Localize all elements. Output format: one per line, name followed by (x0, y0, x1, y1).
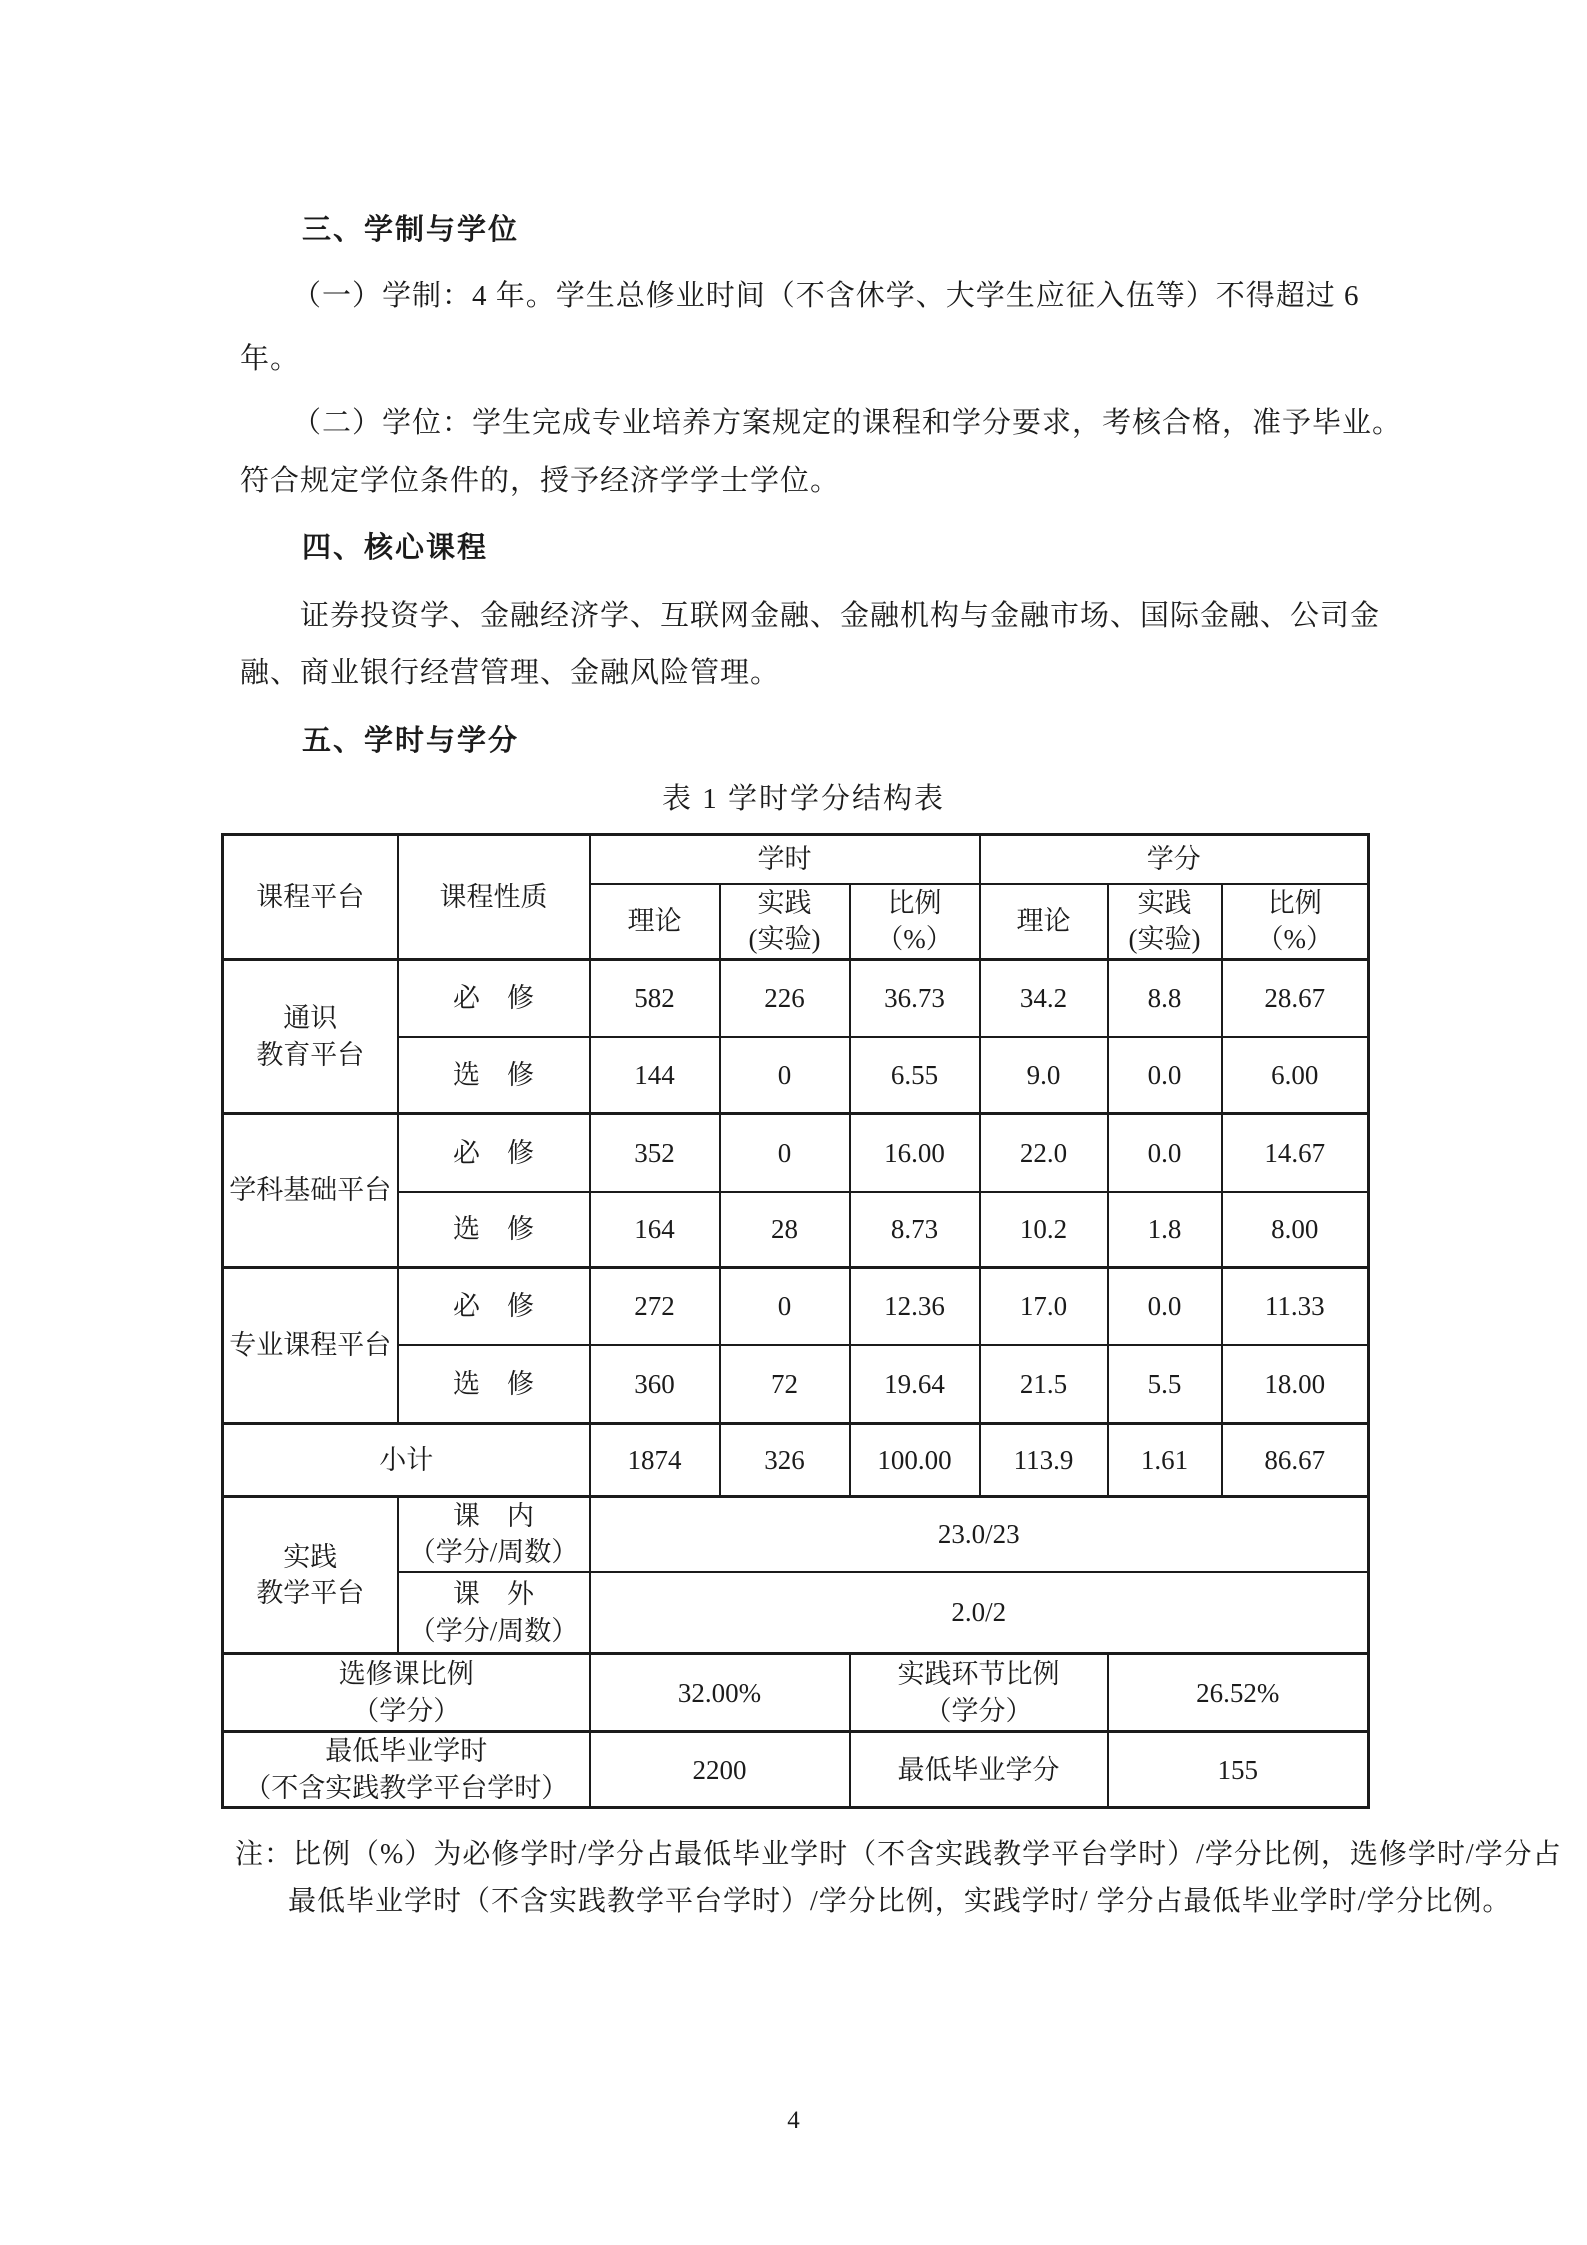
cell-practice-in-label (398, 1497, 590, 1572)
header-hours-practice-line-1: 实践 (757, 887, 812, 918)
cell-value: 11.33 (1222, 1268, 1369, 1345)
header-credits-ratio-line-1: 比例 (1267, 887, 1322, 918)
cell-practice-ratio-value: 26.52% (1108, 1654, 1369, 1732)
cell-value: 10.2 (980, 1192, 1108, 1268)
cell-subtotal-label: 小计 (223, 1424, 590, 1497)
cell-value: 36.73 (850, 960, 980, 1037)
para-core-line-2: 融、商业银行经营管理、金融风险管理。 (240, 657, 781, 689)
cell-practice-out-label-line-1: 课 外 (453, 1579, 534, 1610)
para-xuewei-line-2: 符合规定学位条件的，授予经济学学士学位。 (240, 465, 841, 497)
cell-value: 28 (720, 1192, 850, 1268)
header-credits-theory: 理论 (980, 884, 1108, 960)
cell-value: 164 (590, 1192, 720, 1268)
cell-platform-general (223, 960, 398, 1114)
cell-subtotal-value: 100.00 (850, 1424, 980, 1497)
cell-platform-foundation: 学科基础平台 (223, 1114, 398, 1268)
header-credits-ratio (1222, 884, 1369, 960)
header-course-nature: 课程性质 (398, 835, 590, 960)
section-5-heading: 五、学时与学分 (302, 725, 520, 757)
cell-practice-ratio-label-line-1: 实践环节比例 (897, 1659, 1060, 1690)
cell-value: 28.67 (1222, 960, 1369, 1037)
cell-platform-general-line-1: 通识 (283, 1003, 338, 1034)
para-xuewei-line-1: （二）学位：学生完成专业培养方案规定的课程和学分要求，考核合格，准予毕业。 (292, 407, 1403, 439)
cell-platform-practice (223, 1497, 398, 1654)
cell-foundation-required-label: 必 修 (398, 1114, 590, 1192)
cell-practice-in-label-line-2: （学分/周数） (408, 1537, 579, 1568)
cell-practice-in-value: 23.0/23 (590, 1497, 1369, 1572)
cell-elective-ratio-label-line-1: 选修课比例 (338, 1659, 474, 1690)
cell-value: 34.2 (980, 960, 1108, 1037)
table-note-line-2: 最低毕业学时（不含实践教学平台学时）/学分比例，实践学时/ 学分占最低毕业学时/学分比例。 (288, 1886, 1512, 1917)
cell-min-credits-value: 155 (1108, 1732, 1369, 1808)
cell-platform-general-line-2: 教育平台 (256, 1039, 365, 1070)
cell-practice-ratio-label-line-2: （学分） (924, 1695, 1033, 1726)
cell-value: 19.64 (850, 1345, 980, 1424)
cell-value: 14.67 (1222, 1114, 1369, 1192)
cell-subtotal-value: 326 (720, 1424, 850, 1497)
header-credits-practice-line-1: 实践 (1137, 887, 1192, 918)
cell-value: 6.00 (1222, 1037, 1369, 1114)
cell-general-required-label: 必 修 (398, 960, 590, 1037)
cell-value: 18.00 (1222, 1345, 1369, 1424)
cell-practice-ratio-label (850, 1654, 1108, 1732)
table-caption: 表 1 学时学分结构表 (661, 783, 945, 815)
header-course-platform: 课程平台 (223, 835, 398, 960)
cell-min-hours-value: 2200 (590, 1732, 850, 1808)
cell-value: 12.36 (850, 1268, 980, 1345)
cell-value: 144 (590, 1037, 720, 1114)
header-hours-practice (720, 884, 850, 960)
cell-value: 6.55 (850, 1037, 980, 1114)
cell-platform-practice-line-2: 教学平台 (256, 1578, 365, 1609)
cell-elective-ratio-label (223, 1654, 590, 1732)
para-xuezhi-line-1: （一）学制：4 年。学生总修业时间（不含休学、大学生应征入伍等）不得超过 6 (292, 280, 1360, 312)
credit-structure-table (221, 833, 1370, 1809)
cell-value: 8.8 (1108, 960, 1222, 1037)
cell-general-elective-label: 选 修 (398, 1037, 590, 1114)
cell-value: 582 (590, 960, 720, 1037)
cell-subtotal-value: 86.67 (1222, 1424, 1369, 1497)
header-hours-practice-line-2: (实验) (748, 924, 821, 955)
cell-subtotal-value: 1.61 (1108, 1424, 1222, 1497)
section-4-heading: 四、核心课程 (302, 532, 489, 564)
cell-value: 5.5 (1108, 1345, 1222, 1424)
cell-value: 226 (720, 960, 850, 1037)
cell-value: 272 (590, 1268, 720, 1345)
cell-value: 0 (720, 1114, 850, 1192)
cell-value: 8.00 (1222, 1192, 1369, 1268)
cell-value: 352 (590, 1114, 720, 1192)
cell-value: 16.00 (850, 1114, 980, 1192)
page-number: 4 (787, 2107, 800, 2134)
cell-major-elective-label: 选 修 (398, 1345, 590, 1424)
cell-subtotal-value: 1874 (590, 1424, 720, 1497)
cell-major-required-label: 必 修 (398, 1268, 590, 1345)
cell-value: 17.0 (980, 1268, 1108, 1345)
header-credits-ratio-line-2: （%） (1256, 924, 1334, 955)
header-credits-practice (1108, 884, 1222, 960)
section-3-heading: 三、学制与学位 (302, 214, 520, 246)
header-hours-theory: 理论 (590, 884, 720, 960)
cell-value: 22.0 (980, 1114, 1108, 1192)
header-hours-ratio (850, 884, 980, 960)
cell-value: 1.8 (1108, 1192, 1222, 1268)
cell-min-hours-label (223, 1732, 590, 1808)
cell-value: 0.0 (1108, 1268, 1222, 1345)
cell-min-hours-label-line-1: 最低毕业学时 (325, 1736, 488, 1767)
cell-value: 72 (720, 1345, 850, 1424)
cell-min-hours-label-line-2: （不含实践教学平台学时） (244, 1772, 569, 1803)
cell-practice-out-value: 2.0/2 (590, 1572, 1369, 1654)
para-xuezhi-line-2: 年。 (240, 343, 301, 375)
cell-value: 21.5 (980, 1345, 1108, 1424)
cell-value: 360 (590, 1345, 720, 1424)
cell-min-credits-label: 最低毕业学分 (850, 1732, 1108, 1808)
header-hours-group: 学时 (590, 835, 980, 884)
cell-value: 9.0 (980, 1037, 1108, 1114)
header-credits-group: 学分 (980, 835, 1369, 884)
cell-practice-in-label-line-1: 课 内 (453, 1501, 534, 1531)
cell-practice-out-label-line-2: （学分/周数） (408, 1615, 579, 1646)
cell-value: 0 (720, 1268, 850, 1345)
cell-subtotal-value: 113.9 (980, 1424, 1108, 1497)
cell-platform-practice-line-1: 实践 (283, 1541, 338, 1572)
cell-value: 0 (720, 1037, 850, 1114)
header-hours-ratio-line-1: 比例 (887, 887, 942, 918)
cell-elective-ratio-value: 32.00% (590, 1654, 850, 1732)
cell-elective-ratio-label-line-2: （学分） (352, 1695, 461, 1726)
para-core-line-1: 证券投资学、金融经济学、互联网金融、金融机构与金融市场、国际金融、公司金 (300, 600, 1381, 632)
cell-platform-major: 专业课程平台 (223, 1268, 398, 1424)
cell-value: 8.73 (850, 1192, 980, 1268)
header-credits-practice-line-2: (实验) (1128, 924, 1201, 955)
cell-foundation-elective-label: 选 修 (398, 1192, 590, 1268)
cell-value: 0.0 (1108, 1114, 1222, 1192)
cell-value: 0.0 (1108, 1037, 1222, 1114)
header-hours-ratio-line-2: （%） (876, 924, 953, 955)
table-note-line-1: 注：比例（%）为必修学时/学分占最低毕业学时（不含实践教学平台学时）/学分比例，选修学时/学分占 (235, 1839, 1562, 1870)
cell-practice-out-label (398, 1572, 590, 1654)
